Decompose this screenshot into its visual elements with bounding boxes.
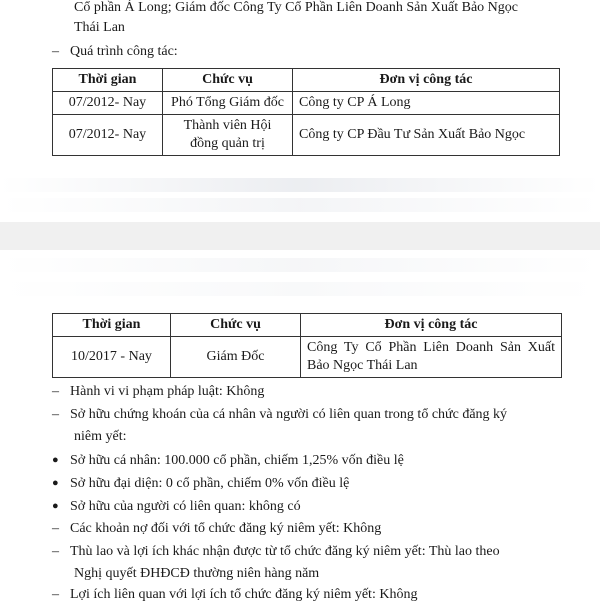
cell-organization: Công ty CP Đầu Tư Sản Xuất Bảo Ngọc	[293, 115, 560, 156]
cell-time: 07/2012- Nay	[53, 115, 163, 156]
faint-bleed-through	[0, 282, 600, 296]
dash-marker: –	[52, 384, 59, 399]
cell-organization	[301, 337, 562, 378]
list-item-violations	[52, 383, 264, 401]
header-time: Thời gian	[53, 314, 171, 337]
cell-organization-line-1: Công Ty Cổ Phần Liên Doanh Sản Xuất	[307, 340, 555, 355]
cell-position: Phó Tổng Giám đốc	[163, 92, 293, 115]
header-organization: Đơn vị công tác	[293, 69, 560, 92]
cell-organization-line-2: Bảo Ngọc Thái Lan	[307, 358, 418, 373]
work-history-text: Quá trình công tác:	[70, 44, 178, 59]
cell-position-line-2: đồng quản trị	[190, 136, 265, 151]
document-upper-section	[0, 0, 600, 222]
violations-text: Hành vi vi phạm pháp luật: Không	[70, 384, 265, 399]
bullet-marker: ●	[52, 500, 59, 512]
personal-holdings-text: Sở hữu cá nhân: 100.000 cổ phần, chiếm 1,25% vốn điều lệ	[70, 453, 404, 468]
list-item-related-holdings	[52, 497, 301, 516]
dash-marker: –	[52, 407, 59, 422]
work-history-table-2	[52, 313, 562, 378]
list-item-representative-holdings	[52, 474, 349, 493]
faint-bleed-through	[0, 258, 600, 272]
page-break-gap	[0, 222, 600, 250]
work-history-table-1	[52, 68, 560, 156]
header-position: Chức vụ	[171, 314, 301, 337]
cell-position: Giám Đốc	[171, 337, 301, 378]
list-item-debts	[52, 520, 381, 538]
list-item-holdings	[52, 406, 507, 424]
dash-marker: –	[52, 544, 59, 559]
table-row	[53, 337, 562, 378]
table-header-row	[53, 69, 560, 92]
faint-bleed-through	[0, 178, 600, 192]
header-organization: Đơn vị công tác	[301, 314, 562, 337]
cell-organization: Công ty CP Á Long	[293, 92, 560, 115]
table-row	[53, 115, 560, 156]
list-item-personal-holdings	[52, 451, 404, 470]
header-position: Chức vụ	[163, 69, 293, 92]
remuneration-text-line-1: Thù lao và lợi ích khác nhận được từ tổ chức đăng ký niêm yết: Thù lao theo	[70, 544, 500, 559]
work-history-label	[52, 43, 178, 61]
bullet-marker: ●	[52, 454, 59, 466]
dash-marker: –	[52, 521, 59, 536]
representative-holdings-text: Sở hữu đại diện: 0 cổ phần, chiếm 0% vốn điều lệ	[70, 476, 350, 491]
related-holdings-text: Sở hữu của người có liên quan: không có	[70, 499, 301, 514]
bullet-marker: ●	[52, 477, 59, 489]
remuneration-text-line-2: Nghị quyết ĐHĐCĐ thường niên hàng năm	[74, 566, 320, 581]
conflicts-text: Lợi ích liên quan với lợi ích tổ chức đăng ký niêm yết: Không	[70, 587, 418, 602]
table-header-row	[53, 314, 562, 337]
intro-line-2: Thái Lan	[74, 20, 125, 35]
cell-position-line-1: Thành viên Hội	[183, 118, 272, 133]
intro-line-1: Cổ phần Á Long; Giám đốc Công Ty Cổ Phần Liên Doanh Sản Xuất Bảo Ngọc	[74, 0, 518, 15]
faint-bleed-through	[0, 198, 600, 212]
table-row	[53, 92, 560, 115]
list-item-remuneration	[52, 543, 500, 561]
holdings-text-line-1: Sở hữu chứng khoán của cá nhân và người có liên quan trong tổ chức đăng ký	[70, 407, 508, 422]
dash-marker: –	[52, 44, 59, 59]
cell-time: 07/2012- Nay	[53, 92, 163, 115]
cell-position	[163, 115, 293, 156]
cell-time: 10/2017 - Nay	[53, 337, 171, 378]
dash-marker: –	[52, 587, 59, 602]
holdings-text-line-2: niêm yết:	[74, 429, 127, 444]
header-time: Thời gian	[53, 69, 163, 92]
debts-text: Các khoản nợ đối với tổ chức đăng ký niêm yết: Không	[70, 521, 382, 536]
list-item-conflicts	[52, 586, 417, 604]
